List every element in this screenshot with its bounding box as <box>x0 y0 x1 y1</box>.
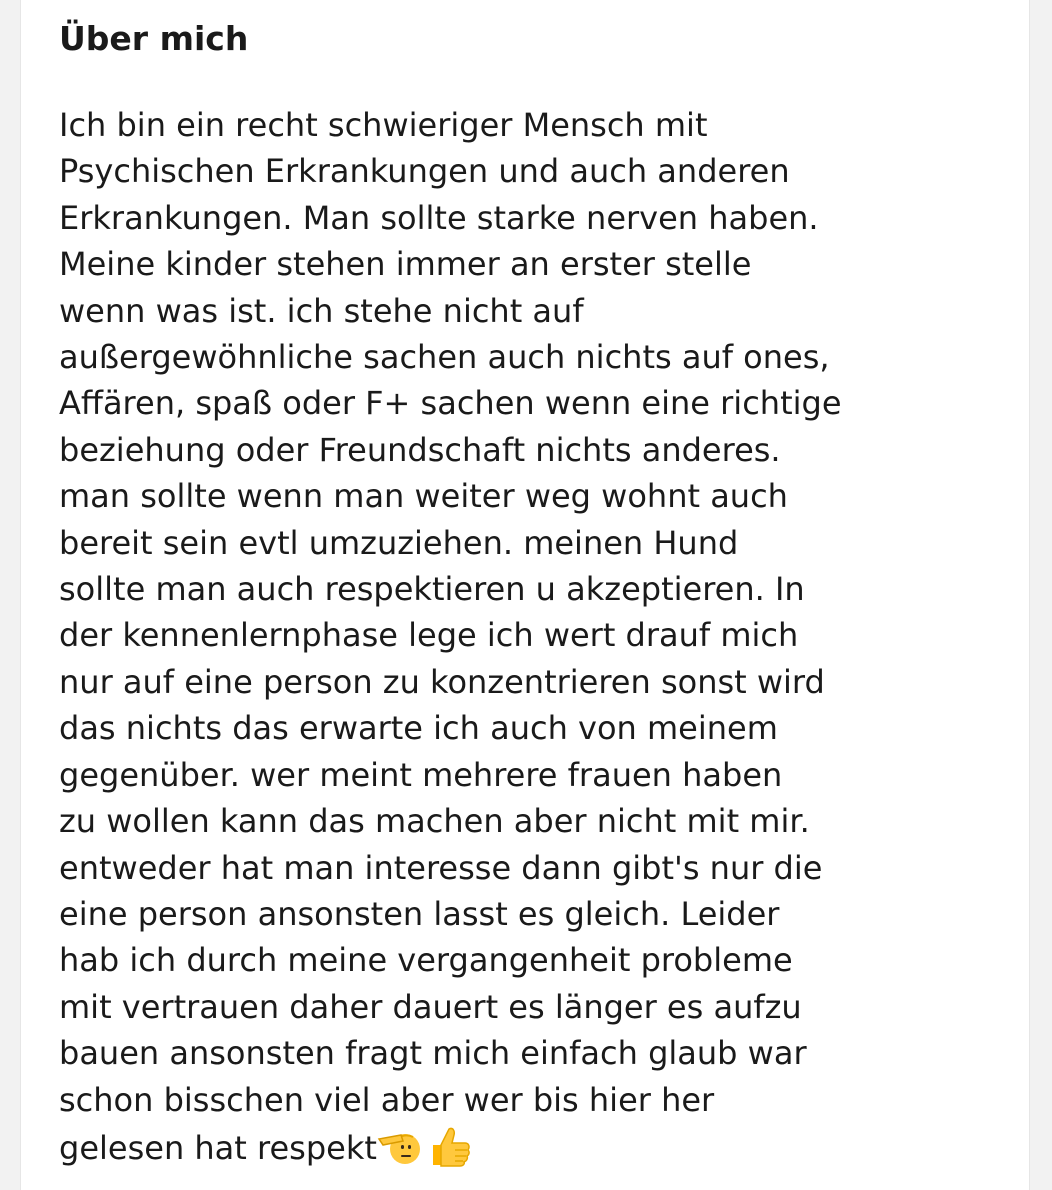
bio-line: sollte man auch respektieren u akzeptieren. In <box>59 570 805 609</box>
bio-line: mit vertrauen daher dauert es länger es aufzu <box>59 987 802 1026</box>
bio-line: gegenüber. wer meint mehrere frauen haben <box>59 755 783 794</box>
bio-line: beziehung oder Freundschaft nichts anderes. <box>59 430 781 469</box>
bio-line: eine person ansonsten lasst es gleich. Leider <box>59 894 780 933</box>
bio-line: der kennenlernphase lege ich wert drauf mich <box>59 616 799 655</box>
bio-line: Erkrankungen. Man sollte starke nerven haben. <box>59 198 819 237</box>
bio-line: hab ich durch meine vergangenheit probleme <box>59 941 793 980</box>
section-title: Über mich <box>59 19 249 58</box>
saluting-face-icon <box>377 1123 425 1167</box>
bio-line: schon bisschen viel aber wer bis hier her <box>59 1080 715 1119</box>
bio-last-line <box>59 1123 1029 1171</box>
bio-line: Affären, spaß oder F+ sachen wenn eine richtige <box>59 384 842 423</box>
bio-line: entweder hat man interesse dann gibt's nur die <box>59 848 823 887</box>
bio-line: Meine kinder stehen immer an erster stelle <box>59 245 752 284</box>
bio-line: außergewöhnliche sachen auch nichts auf ones, <box>59 338 830 377</box>
bio-line: man sollte wenn man weiter weg wohnt auch <box>59 477 788 516</box>
bio-line: wenn was ist. ich stehe nicht auf <box>59 291 584 330</box>
bio-line-text: gelesen hat respekt <box>59 1128 377 1167</box>
bio-line: nur auf eine person zu konzentrieren sonst wird <box>59 662 825 701</box>
bio-text <box>59 102 1029 1171</box>
bio-line: zu wollen kann das machen aber nicht mit mir. <box>59 802 810 841</box>
bio-line: Psychischen Erkrankungen und auch anderen <box>59 152 790 191</box>
bio-line: bauen ansonsten fragt mich einfach glaub war <box>59 1034 807 1073</box>
bio-line: bereit sein evtl umzuziehen. meinen Hund <box>59 523 739 562</box>
bio-line: Ich bin ein recht schwieriger Mensch mit <box>59 106 708 144</box>
thumbs-up-icon <box>425 1123 473 1167</box>
about-me-card <box>20 0 1030 1190</box>
bio-line: das nichts das erwarte ich auch von meinem <box>59 709 778 748</box>
